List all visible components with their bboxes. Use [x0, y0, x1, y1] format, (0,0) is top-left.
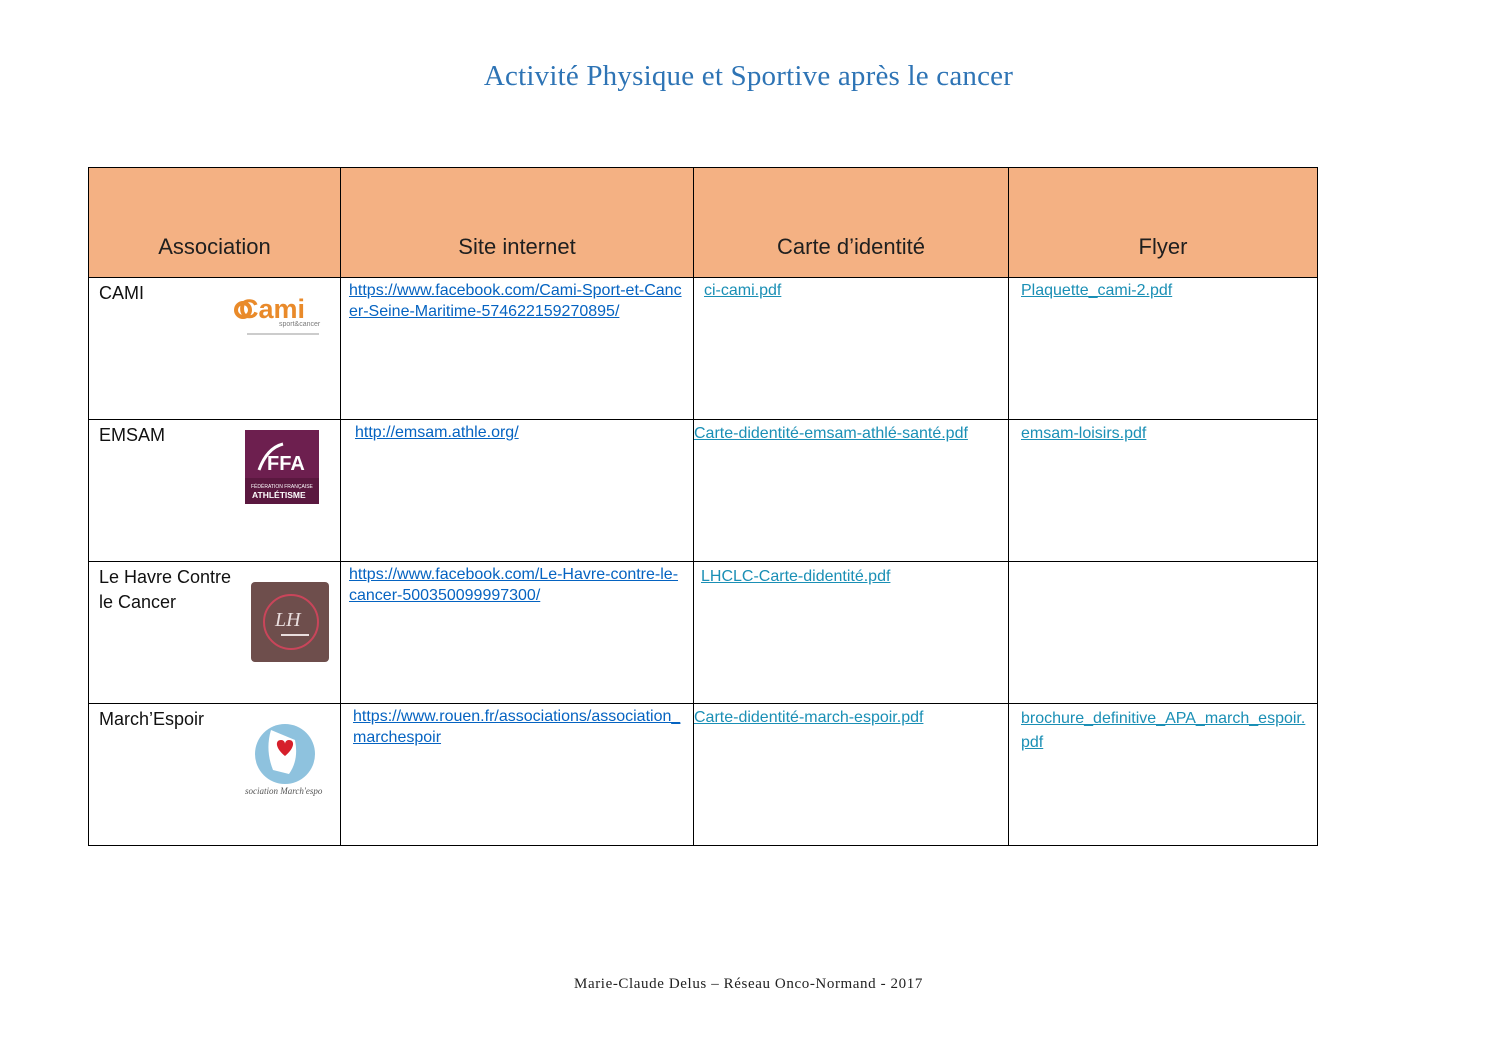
- table-header-row: [89, 168, 1318, 278]
- carte-cell: [694, 704, 1009, 846]
- page-footer: Marie-Claude Delus – Réseau Onco-Normand - 2017: [574, 976, 923, 992]
- table-row: [89, 562, 1318, 704]
- flyer-link[interactable]: Plaquette_cami-2.pdf: [1021, 282, 1173, 299]
- header-carte-identite: Carte d’identité: [694, 168, 1009, 278]
- carte-link[interactable]: Carte-didentité-march-espoir.pdf: [694, 709, 924, 726]
- header-association: Association: [89, 168, 341, 278]
- association-name: March’Espoir: [99, 709, 205, 729]
- site-link[interactable]: https://www.rouen.fr/associations/association_marchespoir: [353, 708, 681, 746]
- association-name: EMSAM: [99, 425, 166, 445]
- association-cell: [89, 278, 341, 420]
- site-link[interactable]: http://emsam.athle.org/: [355, 424, 519, 441]
- association-name: CAMI: [99, 283, 144, 303]
- flyer-cell: [1009, 278, 1318, 420]
- marchespoir-logo-caption: sociation March'espo: [245, 786, 323, 796]
- flyer-link[interactable]: brochure_definitive_APA_march_espoir.pdf: [1021, 710, 1306, 751]
- site-link[interactable]: https://www.facebook.com/Cami-Sport-et-Cancer-Seine-Maritime-574622159270895/: [349, 282, 682, 320]
- site-link[interactable]: https://www.facebook.com/Le-Havre-contre-le-cancer-500350099997300/: [349, 566, 679, 604]
- carte-cell: [694, 278, 1009, 420]
- header-flyer: Flyer: [1009, 168, 1318, 278]
- carte-link[interactable]: Carte-didentité-emsam-athlé-santé.pdf: [694, 425, 968, 442]
- table-row: [89, 704, 1318, 846]
- carte-cell: [694, 420, 1009, 562]
- association-cell: [89, 704, 341, 846]
- cami-logo-tagline: sport&cancer: [279, 321, 321, 328]
- lhclc-logo: [251, 582, 329, 662]
- carte-cell: [694, 562, 1009, 704]
- flyer-cell: [1009, 562, 1318, 704]
- table-row: [89, 420, 1318, 562]
- header-site-internet: Site internet: [341, 168, 694, 278]
- lhclc-logo-wordmark: LH: [275, 609, 301, 631]
- site-cell: [341, 704, 694, 846]
- ffa-logo-athletisme: ATHLÉTISME: [252, 490, 306, 500]
- association-name: Le Havre Contre le Cancer: [99, 567, 232, 612]
- flyer-cell: [1009, 704, 1318, 846]
- association-table: [88, 167, 1318, 846]
- ffa-logo-federation: FÉDÉRATION FRANÇAISE: [251, 484, 313, 490]
- table-row: [89, 278, 1318, 420]
- page-title: Activité Physique et Sportive après le cancer: [483, 60, 1014, 92]
- ffa-logo-wordmark: FFA: [267, 453, 305, 475]
- cami-logo-wordmark: Cami: [239, 294, 306, 324]
- association-cell: [89, 562, 341, 704]
- flyer-cell: [1009, 420, 1318, 562]
- association-cell: [89, 420, 341, 562]
- site-cell: [341, 420, 694, 562]
- carte-link[interactable]: LHCLC-Carte-didentité.pdf: [701, 568, 891, 585]
- marchespoir-logo: [245, 720, 329, 796]
- site-cell: [341, 278, 694, 420]
- carte-link[interactable]: ci-cami.pdf: [704, 282, 782, 299]
- site-cell: [341, 562, 694, 704]
- ffa-logo: [245, 430, 319, 504]
- flyer-link[interactable]: emsam-loisirs.pdf: [1021, 425, 1147, 442]
- cami-logo: [233, 290, 325, 342]
